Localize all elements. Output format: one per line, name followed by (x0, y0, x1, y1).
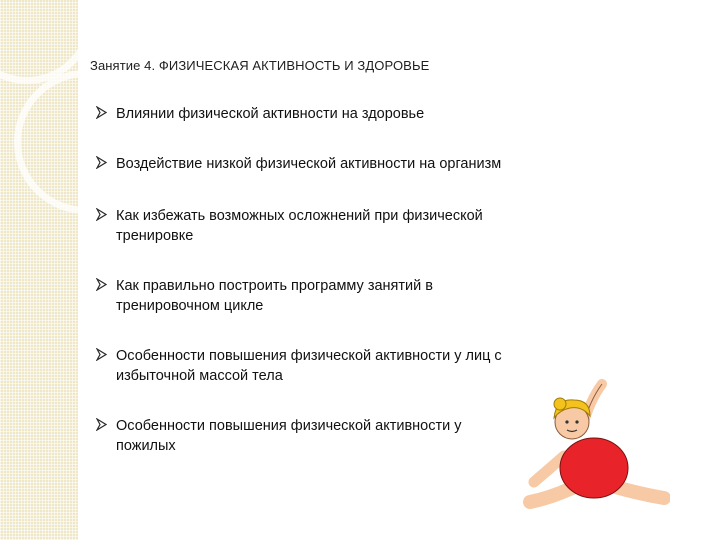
arrow-bullet-icon (96, 346, 116, 361)
list-item (96, 416, 556, 456)
arrow-bullet-icon (96, 104, 116, 119)
list-item (96, 154, 556, 174)
list-item-text: Воздействие низкой физической активности на организм (116, 156, 502, 172)
list-item-text: Особенности повышения физической активности у пожилых (116, 418, 462, 454)
list-item-text: Особенности повышения физической активности у лиц с избыточной массой тела (116, 348, 502, 384)
slide-title (90, 58, 429, 73)
title-lead: Занятие 4. (90, 58, 156, 73)
decorative-side-band (0, 0, 78, 540)
list-item-text: Как избежать возможных осложнений при физической тренировке (116, 208, 483, 244)
list-item (96, 206, 556, 246)
arrow-bullet-icon (96, 154, 116, 169)
decorative-ring (0, 0, 78, 84)
title-main: ФИЗИЧЕСКАЯ АКТИВНОСТЬ И ЗДОРОВЬЕ (158, 58, 430, 73)
list-item-text: Как правильно построить программу занятий в тренировочном цикле (116, 278, 433, 314)
list-item (96, 104, 556, 124)
list-item-text: Влиянии физической активности на здоровье (116, 106, 425, 122)
arrow-bullet-icon (96, 276, 116, 291)
exercising-woman-clipart (520, 370, 670, 520)
list-item (96, 276, 556, 316)
decorative-ring (14, 70, 78, 214)
arrow-bullet-icon (96, 206, 116, 221)
arrow-bullet-icon (96, 416, 116, 431)
list-item (96, 346, 556, 386)
